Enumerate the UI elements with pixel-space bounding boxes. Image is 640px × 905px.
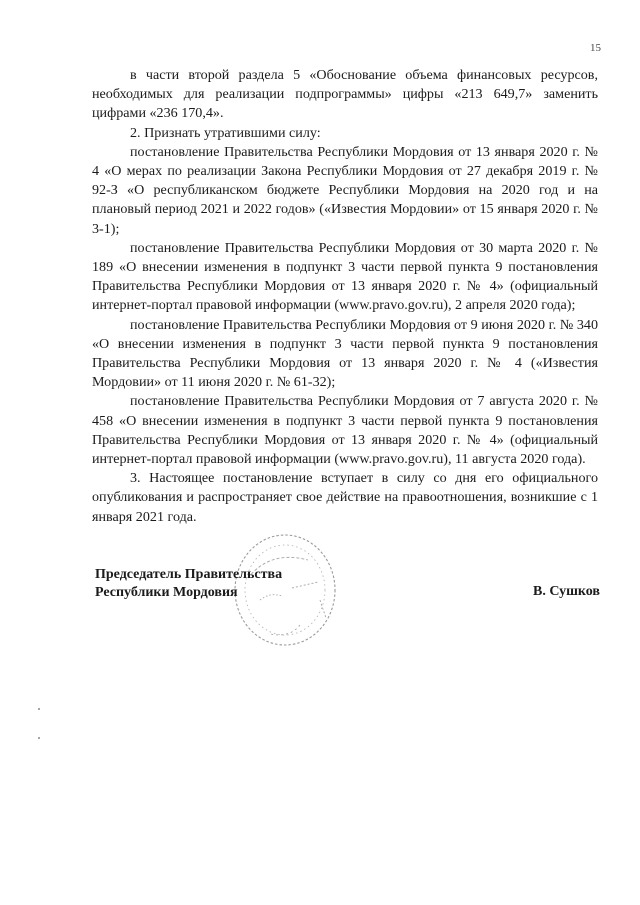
paragraph-repealed-act-2: постановление Правительства Республики Мордовия от 30 марта 2020 г. № 189 «О внесении изменения в подпункт 3 части первой пункта 9 постановления Правительства Республики Мордовия от 13 января 2020 г. № 4» (официальный интернет-портал правовой информации (www.pravo.gov.ru), 2 апреля 2020 года);: [92, 239, 598, 314]
signature-block: [95, 566, 600, 686]
document-body: [92, 66, 598, 527]
page-number: 15: [590, 42, 601, 54]
signatory-title-line-2: Республики Мордовия: [95, 585, 238, 600]
paragraph-repeal-heading: 2. Признать утратившими силу:: [130, 124, 321, 141]
paragraph-repealed-act-3: постановление Правительства Республики Мордовия от 9 июня 2020 г. № 340 «О внесении изменения в подпункт 3 части первой пункта 9 постановления Правительства Республики Мордовия от 13 января 2020 г. № 4 («Известия Мордовии» от 11 июня 2020 г. № 61-32);: [92, 316, 598, 391]
signatory-title: [95, 566, 282, 602]
margin-dot: [38, 737, 40, 739]
paragraph-entry-into-force: 3. Настоящее постановление вступает в силу со дня его официального опубликования и распространяет свое действие на правоотношения, возникшие с 1 января 2021 года.: [92, 470, 598, 525]
paragraph-budget-amendment: в части второй раздела 5 «Обоснование объема финансовых ресурсов, необходимых для реализации подпрограммы» цифры «213 649,7» заменить цифрами «236 170,4».: [92, 67, 598, 122]
signatory-name: В. Сушков: [532, 584, 600, 599]
margin-dot: [38, 708, 40, 710]
signatory-title-line-1: Председатель Правительства: [95, 567, 283, 582]
paragraph-repealed-act-4: постановление Правительства Республики Мордовия от 7 августа 2020 г. № 458 «О внесении изменения в подпункт 3 части первой пункта 9 постановления Правительства Республики Мордовия от 13 января 2020 г. № 4» (официальный интернет-портал правовой информации (www.pravo.gov.ru), 11 августа 2020 года).: [92, 393, 598, 468]
paragraph-repealed-act-1: постановление Правительства Республики Мордовия от 13 января 2020 г. № 4 «О мерах по реализации Закона Республики Мордовия от 27 декабря 2019 г. № 92-З «О республиканском бюджете Республики Мордовия на 2020 год и на плановый период 2021 и 2022 годов» («Известия Мордовии» от 15 января 2020 г. № 3-1);: [92, 143, 598, 237]
